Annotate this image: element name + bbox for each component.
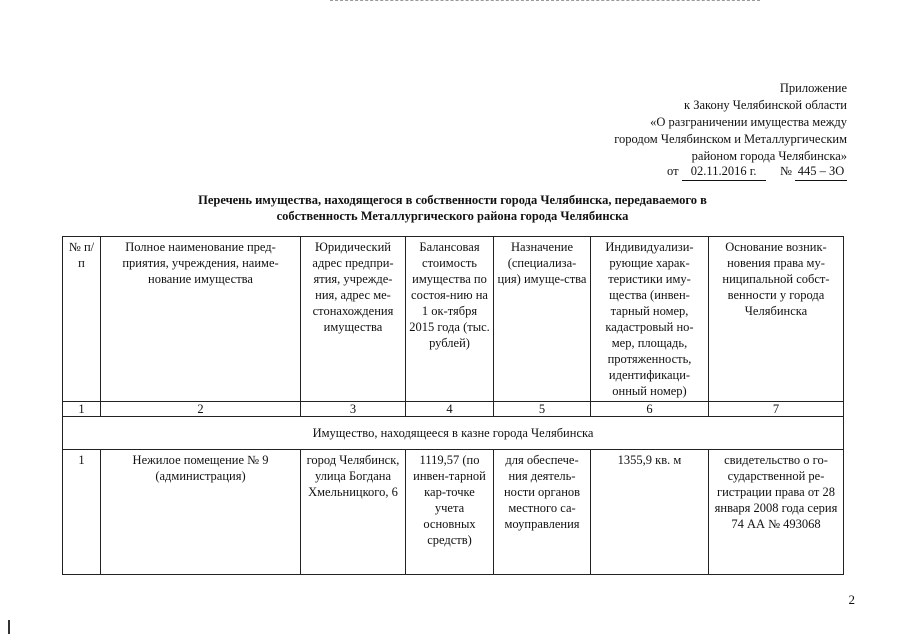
column-number: 7 — [709, 402, 844, 417]
balance-value: 1119,57 (по инвен-тарной кар-точке учета основных средств) — [406, 450, 494, 575]
law-date-line — [667, 163, 847, 181]
header-cell: Юридический адрес предпри-ятия, учрежде-ния, адрес ме-стонахождения имущества — [301, 237, 406, 402]
property-characteristics: 1355,9 кв. м — [591, 450, 709, 575]
title-line: Перечень имущества, находящегося в собственности города Челябинска, передаваемого в — [198, 193, 707, 207]
section-title: Имущество, находящееся в казне города Челябинска — [63, 417, 844, 450]
appendix-line: городом Челябинском и Металлургическим — [614, 132, 847, 146]
scan-top-line — [330, 0, 760, 7]
header-row — [63, 237, 844, 402]
header-cell: Индивидуализи-рующие харак-теристики иму-щества (инвен-тарный номер, кадастровый но-мер, площадь, протяженность, идентификаци-онный номер) — [591, 237, 709, 402]
property-table — [62, 236, 844, 575]
from-label: от — [667, 164, 679, 178]
ownership-basis: свидетельство о го-сударственной ре-гистрации права от 28 января 2008 года серия 74 АА № 493068 — [709, 450, 844, 575]
column-number: 5 — [494, 402, 591, 417]
title-line: собственность Металлургического района города Челябинска — [276, 209, 629, 223]
header-cell: № п/п — [63, 237, 101, 402]
header-cell: Основание возник-новения права му-ниципальной собст-венности у города Челябинска — [709, 237, 844, 402]
law-date: 02.11.2016 г. — [682, 163, 766, 181]
column-number: 1 — [63, 402, 101, 417]
header-cell: Назначение (специализа-ция) имуще-ства — [494, 237, 591, 402]
column-number: 6 — [591, 402, 709, 417]
scan-edge-mark — [8, 620, 10, 634]
table-row — [63, 450, 844, 575]
column-number: 3 — [301, 402, 406, 417]
document-title — [120, 192, 785, 224]
column-number: 2 — [101, 402, 301, 417]
row-number: 1 — [63, 450, 101, 575]
header-cell: Полное наименование пред-приятия, учреждения, наиме-нование имущества — [101, 237, 301, 402]
column-number-row — [63, 402, 844, 417]
property-name: Нежилое помещение № 9 (администрация) — [101, 450, 301, 575]
appendix-line: к Закону Челябинской области — [684, 98, 847, 112]
appendix-block — [614, 80, 847, 165]
law-number: 445 – ЗО — [795, 163, 847, 181]
property-purpose: для обеспече-ния деятель-ности органов местного са-моуправления — [494, 450, 591, 575]
page-number: 2 — [848, 592, 855, 607]
column-number: 4 — [406, 402, 494, 417]
appendix-line: районом города Челябинска» — [691, 149, 847, 163]
number-label: № — [779, 164, 792, 178]
appendix-line: «О разграничении имущества между — [650, 115, 847, 129]
section-row — [63, 417, 844, 450]
header-cell: Балансовая стоимость имущества по состоя-нию на 1 ок-тября 2015 года (тыс. рублей) — [406, 237, 494, 402]
appendix-line: Приложение — [779, 81, 847, 95]
property-address: город Челябинск, улица Богдана Хмельницкого, 6 — [301, 450, 406, 575]
